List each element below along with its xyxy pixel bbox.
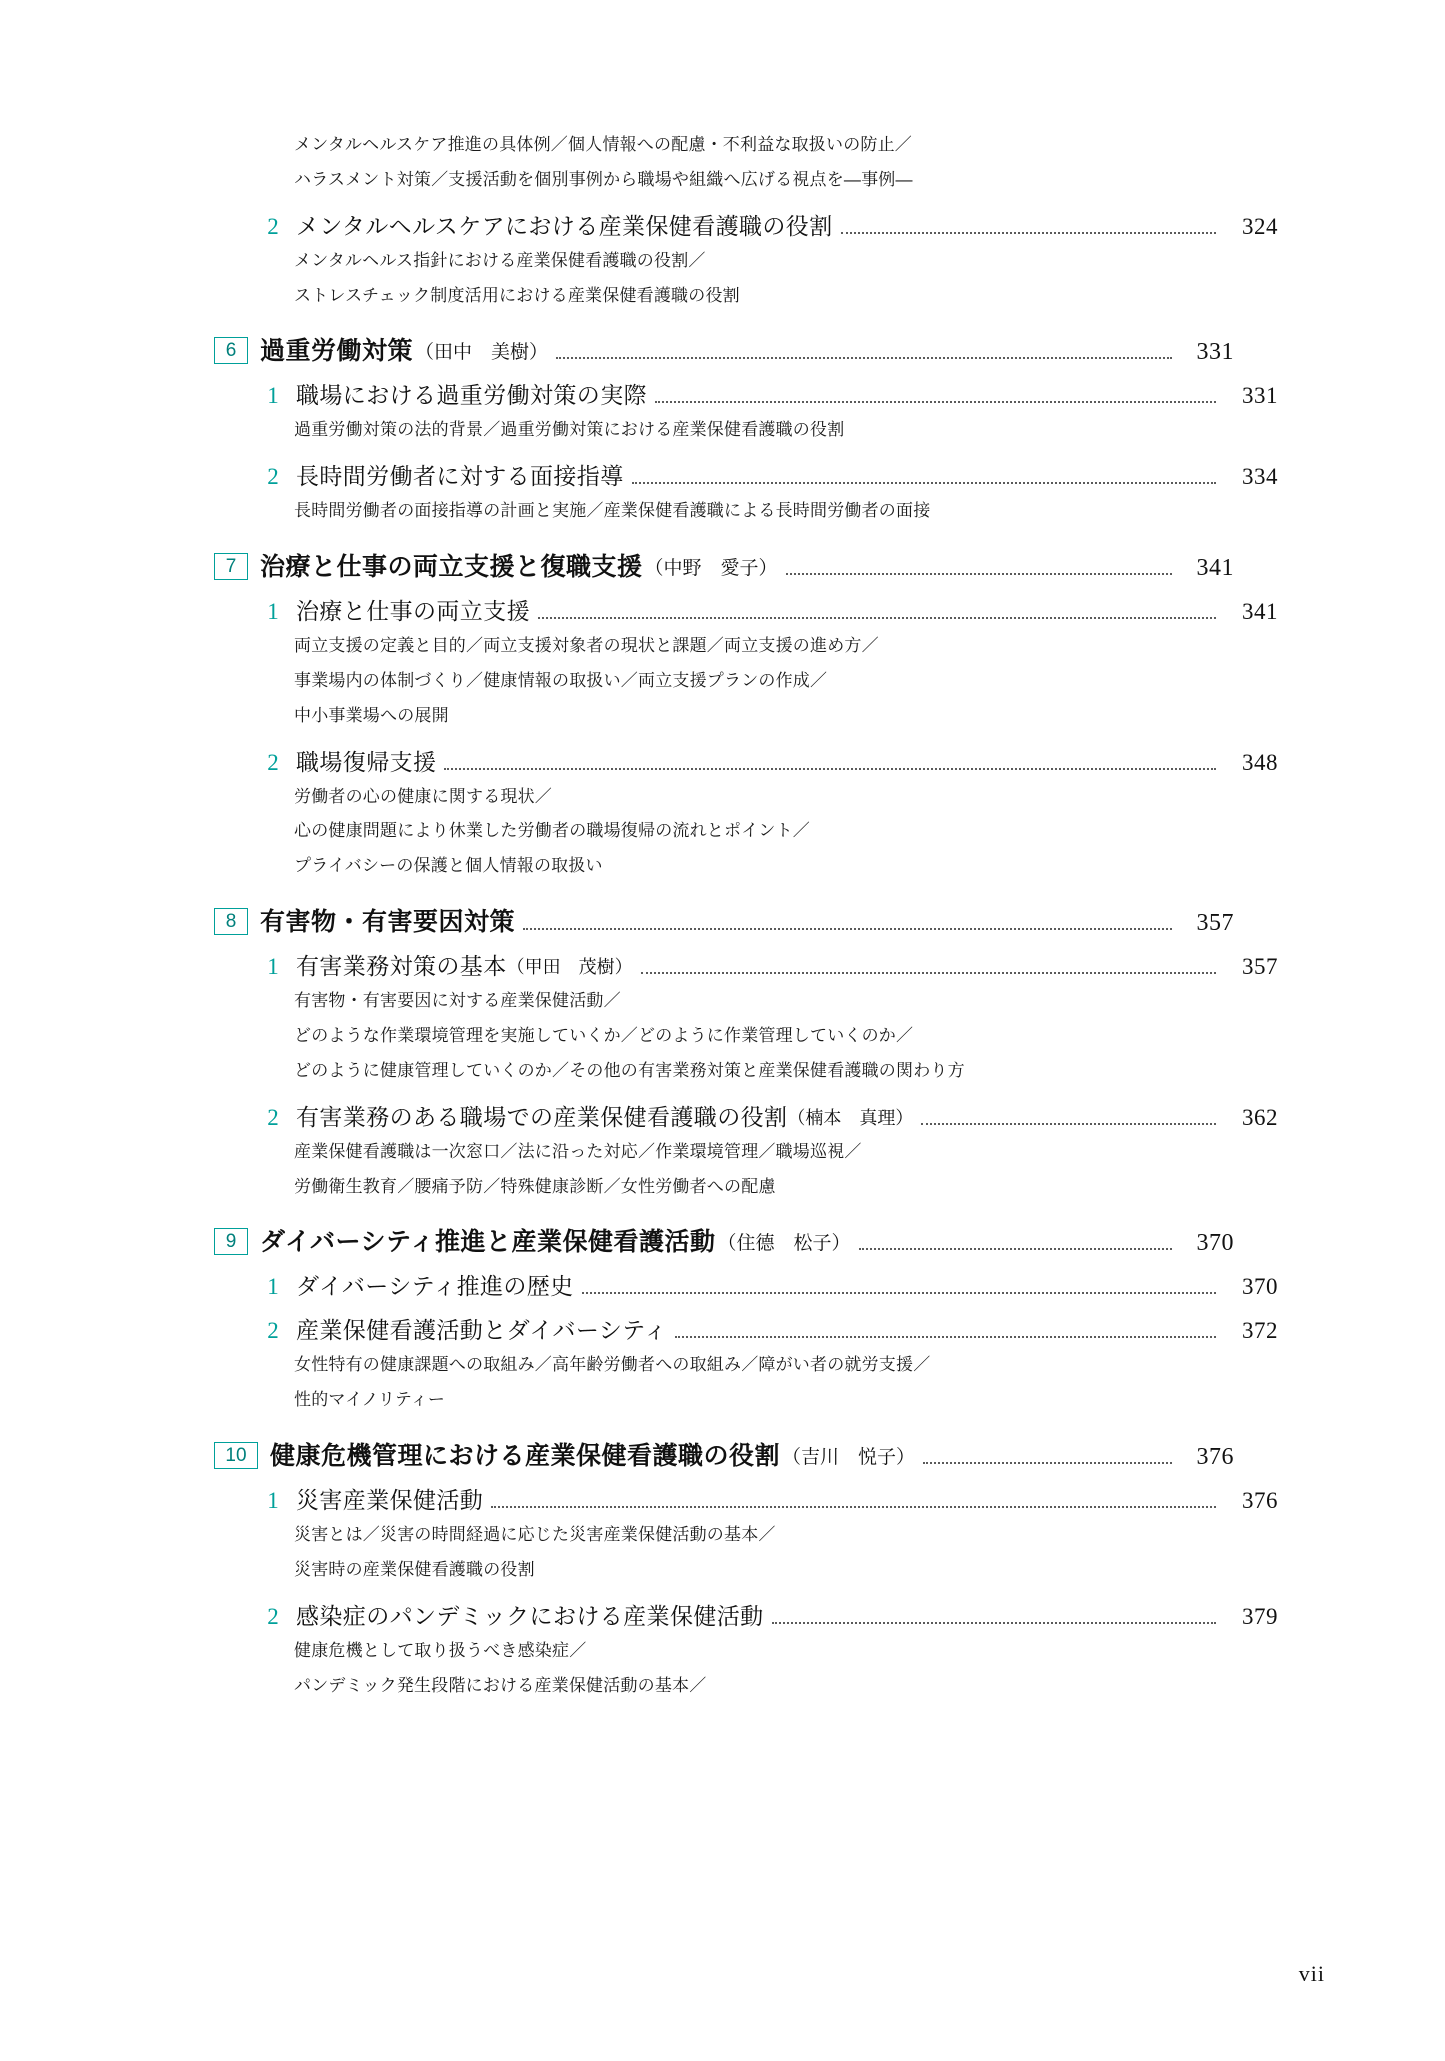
section-title: 職場復帰支援 (296, 748, 437, 775)
section-page-number: 348 (1242, 749, 1278, 775)
toc-section-row[interactable] (228, 1312, 1278, 1346)
section-page-number: 372 (1242, 1318, 1278, 1344)
leader-dots (921, 1123, 1216, 1125)
chapter-page-number: 341 (1196, 555, 1234, 582)
toc-detail-line: ハラスメント対策／支援活動を個別事例から職場や組織へ広げる視点を―事例― (294, 169, 913, 189)
section-author: （甲田 茂樹） (506, 957, 633, 978)
chapter-author: （住德 松子） (717, 1233, 851, 1255)
chapter-title: 治療と仕事の両立支援と復職支援 (260, 553, 643, 582)
toc-detail-line: 中小事業場への展開 (294, 705, 449, 725)
chapter-title: 有害物・有害要因対策 (260, 908, 516, 937)
section-title: 長時間労働者に対する面接指導 (296, 463, 624, 490)
toc-detail-line: どのように健康管理していくのか／その他の有害業務対策と産業保健看護職の関わり方 (294, 1060, 965, 1080)
chapter-page-number: 331 (1196, 339, 1234, 366)
chapter-number-box: 10 (214, 1442, 258, 1469)
toc-detail-line: 両立支援の定義と目的／両立支援対象者の現状と課題／両立支援の進め方／ (294, 636, 879, 656)
section-title: 職場における過重労働対策の実際 (296, 382, 647, 409)
section-page-number: 341 (1242, 599, 1278, 625)
chapter-title: 過重労働対策 (260, 337, 414, 366)
chapter-author: （吉川 悦子） (782, 1447, 916, 1469)
toc-section-row[interactable] (228, 744, 1278, 778)
toc-detail-line: 健康危機として取り扱うべき感染症／ (294, 1640, 587, 1660)
leader-dots (923, 1462, 1172, 1464)
leader-dots (491, 1506, 1216, 1508)
section-number: 2 (267, 1318, 279, 1344)
section-number: 2 (267, 1603, 279, 1629)
leader-dots (538, 617, 1216, 619)
toc-chapter-row[interactable] (214, 1222, 1234, 1258)
toc-detail-line: パンデミック発生段階における産業保健活動の基本／ (294, 1675, 707, 1695)
leader-dots (582, 1292, 1216, 1294)
toc-detail-line: プライバシーの保護と個人情報の取扱い (294, 856, 603, 876)
toc-section-row[interactable] (228, 377, 1278, 411)
toc-detail-line: 労働衛生教育／腰痛予防／特殊健康診断／女性労働者への配慮 (294, 1176, 776, 1196)
leader-dots (655, 401, 1216, 403)
toc-chapter-row[interactable] (214, 1436, 1234, 1472)
section-page-number: 362 (1242, 1104, 1278, 1130)
toc-section-row[interactable] (228, 1598, 1278, 1632)
leader-dots (632, 482, 1216, 484)
chapter-author: （中野 愛子） (644, 558, 778, 580)
toc-chapter-row[interactable] (214, 547, 1234, 583)
leader-dots (444, 768, 1216, 770)
chapter-number-box: 6 (214, 337, 248, 364)
section-page-number: 331 (1242, 383, 1278, 409)
toc-chapter-row[interactable] (214, 331, 1234, 367)
page-folio: vii (1298, 1961, 1325, 1986)
section-page-number: 370 (1242, 1274, 1278, 1300)
chapter-number-box: 9 (214, 1228, 248, 1255)
section-title: 産業保健看護活動とダイバーシティ (296, 1317, 668, 1344)
section-page-number: 376 (1242, 1488, 1278, 1514)
toc-detail-line: 性的マイノリティー (294, 1390, 446, 1410)
toc-detail-line: 災害とは／災害の時間経過に応じた災害産業保健活動の基本／ (294, 1525, 776, 1545)
leader-dots (556, 357, 1172, 359)
chapter-page-number: 357 (1196, 910, 1234, 937)
section-page-number: 324 (1242, 213, 1278, 239)
toc-detail-line: 労働者の心の健康に関する現状／ (294, 786, 552, 806)
section-author: （楠本 真理） (787, 1107, 914, 1128)
leader-dots (523, 928, 1172, 930)
leader-dots (786, 573, 1172, 575)
section-number: 1 (267, 954, 279, 980)
section-number: 1 (267, 599, 279, 625)
toc-detail-line: メンタルヘルス指針における産業保健看護職の役割／ (294, 250, 706, 270)
section-number: 2 (267, 464, 279, 490)
leader-dots (675, 1336, 1216, 1338)
section-number: 1 (267, 383, 279, 409)
leader-dots (772, 1622, 1216, 1624)
section-page-number: 334 (1242, 464, 1278, 490)
toc-detail-line: 過重労働対策の法的背景／過重労働対策における産業保健看護職の役割 (294, 420, 845, 440)
section-title: 感染症のパンデミックにおける産業保健活動 (296, 1602, 764, 1629)
section-number: 1 (267, 1488, 279, 1514)
toc-section-row[interactable] (228, 458, 1278, 492)
section-number: 2 (267, 749, 279, 775)
chapter-title: ダイバーシティ推進と産業保健看護活動 (260, 1228, 716, 1257)
section-number: 2 (267, 1104, 279, 1130)
toc-detail-line: ストレスチェック制度活用における産業保健看護職の役割 (294, 285, 740, 305)
toc-section-row[interactable] (228, 1482, 1278, 1516)
toc-detail-line: 災害時の産業保健看護職の役割 (294, 1559, 535, 1579)
chapter-number-box: 7 (214, 553, 248, 580)
toc-detail-line: 有害物・有害要因に対する産業保健活動／ (294, 991, 621, 1011)
chapter-author: （田中 美樹） (415, 342, 549, 364)
toc-section-row[interactable] (228, 1268, 1278, 1302)
section-title: 治療と仕事の両立支援 (296, 598, 530, 625)
leader-dots (841, 232, 1216, 234)
section-title: メンタルヘルスケアにおける産業保健看護職の役割 (296, 212, 833, 239)
chapter-title: 健康危機管理における産業保健看護職の役割 (270, 1442, 781, 1471)
section-page-number: 357 (1242, 954, 1278, 980)
toc-detail-line: 長時間労働者の面接指導の計画と実施／産業保健看護職による長時間労働者の面接 (294, 501, 931, 521)
toc-chapter-row[interactable] (214, 902, 1234, 938)
table-of-contents (225, 128, 1278, 1703)
toc-section-row[interactable] (228, 948, 1278, 982)
toc-section-row[interactable] (228, 208, 1278, 242)
section-title: 有害業務のある職場での産業保健看護職の役割 (296, 1103, 788, 1130)
leader-dots (641, 972, 1216, 974)
section-title: ダイバーシティ推進の歴史 (296, 1273, 574, 1300)
toc-detail-line: 女性特有の健康課題への取組み／高年齢労働者への取組み／障がい者の就労支援／ (294, 1355, 931, 1375)
toc-section-row[interactable] (228, 1099, 1278, 1133)
section-number: 2 (267, 213, 279, 239)
toc-detail-line: 心の健康問題により休業した労働者の職場復帰の流れとポイント／ (294, 821, 810, 841)
section-page-number: 379 (1242, 1603, 1278, 1629)
chapter-page-number: 376 (1196, 1444, 1234, 1471)
toc-detail-line: 事業場内の体制づくり／健康情報の取扱い／両立支援プランの作成／ (294, 670, 828, 690)
toc-detail-line: どのような作業環境管理を実施していくか／どのように作業管理していくのか／ (294, 1025, 914, 1045)
section-number: 1 (267, 1274, 279, 1300)
section-title: 有害業務対策の基本 (296, 953, 507, 980)
section-title: 災害産業保健活動 (296, 1487, 484, 1514)
chapter-page-number: 370 (1196, 1230, 1234, 1257)
toc-detail-line: 産業保健看護職は一次窓口／法に沿った対応／作業環境管理／職場巡視／ (294, 1141, 862, 1161)
toc-section-row[interactable] (228, 593, 1278, 627)
leader-dots (859, 1248, 1172, 1250)
chapter-number-box: 8 (214, 908, 248, 935)
toc-detail-line: メンタルヘルスケア推進の具体例／個人情報への配慮・不利益な取扱いの防止／ (294, 135, 913, 154)
